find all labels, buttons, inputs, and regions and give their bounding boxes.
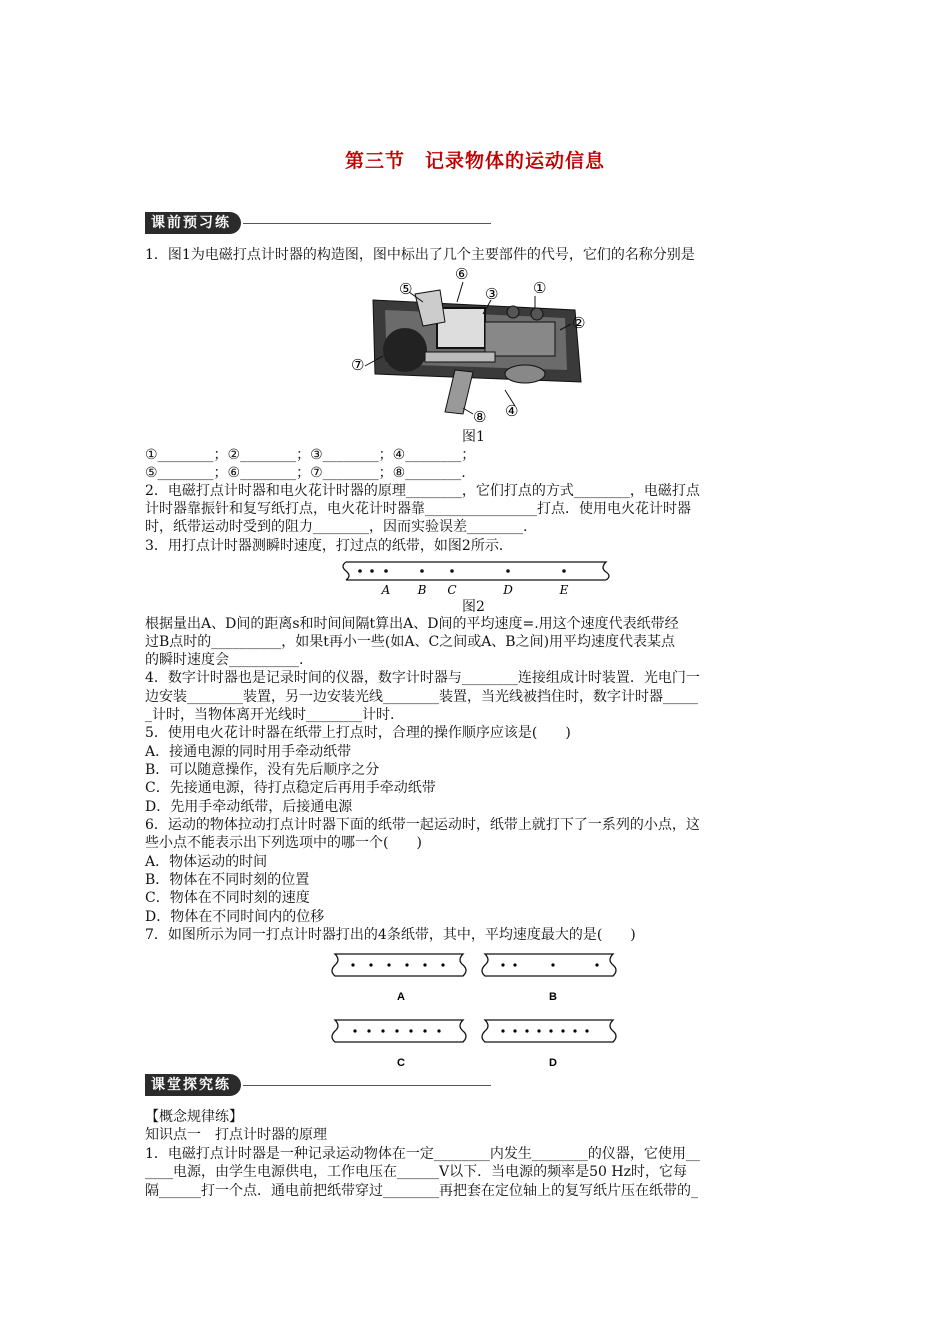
text-line: 3．用打点计时器测瞬时速度，打过点的纸带，如图2所示．	[145, 538, 513, 554]
text-line: _计时，当物体离开光线时________计时.	[145, 707, 395, 723]
text-line: 【概念规律练】	[145, 1109, 243, 1125]
timer-figure	[345, 262, 605, 424]
figure-caption: 图2	[462, 599, 485, 615]
text-line: ⑤________；⑥________；⑦________；⑧________.	[145, 465, 466, 481]
text-line: C．先接通电源，待打点稳定后再用手牵动纸带	[145, 780, 436, 796]
section-rule	[243, 223, 491, 224]
text-line: 5．使用电火花计时器在纸带上打点时，合理的操作顺序应该是( )	[145, 725, 571, 741]
text-line: A．物体运动的时间	[145, 854, 268, 870]
fig1-label: ③	[485, 285, 499, 303]
tape-point-label: B	[417, 583, 427, 597]
tape-label: A	[397, 991, 405, 1003]
section-tag: 课堂探究练	[145, 1074, 241, 1096]
text-line: B．可以随意操作，没有先后顺序之分	[145, 762, 380, 778]
fig1-label: ②	[572, 314, 586, 332]
tape-point-label: E	[559, 583, 569, 597]
text-line: 6．运动的物体拉动打点计时器下面的纸带一起运动时，纸带上就打下了一系列的小点，这	[145, 817, 700, 833]
tape-point-label: A	[381, 583, 391, 597]
section-tag: 课前预习练	[145, 212, 241, 234]
text-line: B．物体在不同时刻的位置	[145, 872, 310, 888]
text-line: 过B点时的__________，如果t再小一些(如A、C之间或A、B之间)用平均速度代表某点	[145, 634, 676, 650]
text-line: ①________；②________；③________；④________；	[145, 447, 476, 463]
tape-point-label: D	[503, 583, 513, 597]
tape-b	[482, 954, 616, 976]
text-line: 1．图1为电磁打点计时器的构造图，图中标出了几个主要部件的代号，它们的名称分别是	[145, 247, 695, 263]
text-line: C．物体在不同时刻的速度	[145, 890, 310, 906]
text-line: 7．如图所示为同一打点计时器打出的4条纸带，其中，平均速度最大的是( )	[145, 927, 636, 943]
text-line: D．物体在不同时间内的位移	[145, 909, 325, 925]
fig1-label: ⑥	[455, 265, 469, 283]
text-line: 根据量出A、D间的距离s和时间间隔t算出A、D间的平均速度=.用这个速度代表纸带经	[145, 616, 679, 632]
text-line: A．接通电源的同时用手牵动纸带	[145, 744, 352, 760]
fig1-label: ⑤	[399, 280, 413, 298]
text-line: 知识点一 打点计时器的原理	[145, 1127, 327, 1143]
text-line: 些小点不能表示出下列选项中的哪一个( )	[145, 835, 422, 851]
text-line: 边安装________装置，另一边安装光线________装置，当光线被挡住时，数字计时器_____	[145, 689, 698, 705]
four-tapes-figure	[325, 948, 625, 1078]
fig1-label: ⑦	[351, 356, 365, 374]
figure-caption: 图1	[462, 429, 485, 445]
tape-d	[482, 1020, 616, 1042]
text-line: 2．电磁打点计时器和电火花计时器的原理________，它们打点的方式________，电磁打点	[145, 483, 700, 499]
text-line: ____电源，由学生电源供电，工作电压在______V以下．当电源的频率是50 Hz时，它每	[145, 1164, 687, 1180]
section-rule	[243, 1085, 491, 1086]
text-line: 隔______打一个点．通电前把纸带穿过________再把套在定位轴上的复写纸片压在纸带的_	[145, 1183, 698, 1199]
section-header-preview	[145, 212, 491, 234]
tape-a	[332, 954, 466, 976]
text-line: 的瞬时速度会__________.	[145, 652, 304, 668]
tape-label: C	[397, 1057, 405, 1069]
section-header-class	[145, 1074, 491, 1096]
tape-figure	[338, 558, 613, 598]
tape-label: D	[549, 1057, 557, 1069]
text-line: 时，纸带运动时受到的阻力________，因而实验误差________.	[145, 519, 528, 535]
page-title: 第三节 记录物体的运动信息	[344, 150, 605, 172]
fig1-label: ④	[505, 402, 519, 420]
fig1-label: ⑧	[473, 408, 487, 424]
text-line: 1．电磁打点计时器是一种记录运动物体在一定________内发生________的仪器，它使用__	[145, 1146, 700, 1162]
text-line: 计时器靠振针和复写纸打点，电火花计时器靠________________打点．使用电火花计时器	[145, 501, 691, 517]
tape-c	[332, 1020, 466, 1042]
text-line: D．先用手牵动纸带，后接通电源	[145, 799, 353, 815]
tape-label: B	[549, 991, 557, 1003]
tape-point-label: C	[447, 583, 457, 597]
fig1-label: ①	[533, 279, 547, 297]
text-line: 4．数字计时器也是记录时间的仪器，数字计时器与________连接组成计时装置．光电门一	[145, 670, 700, 686]
